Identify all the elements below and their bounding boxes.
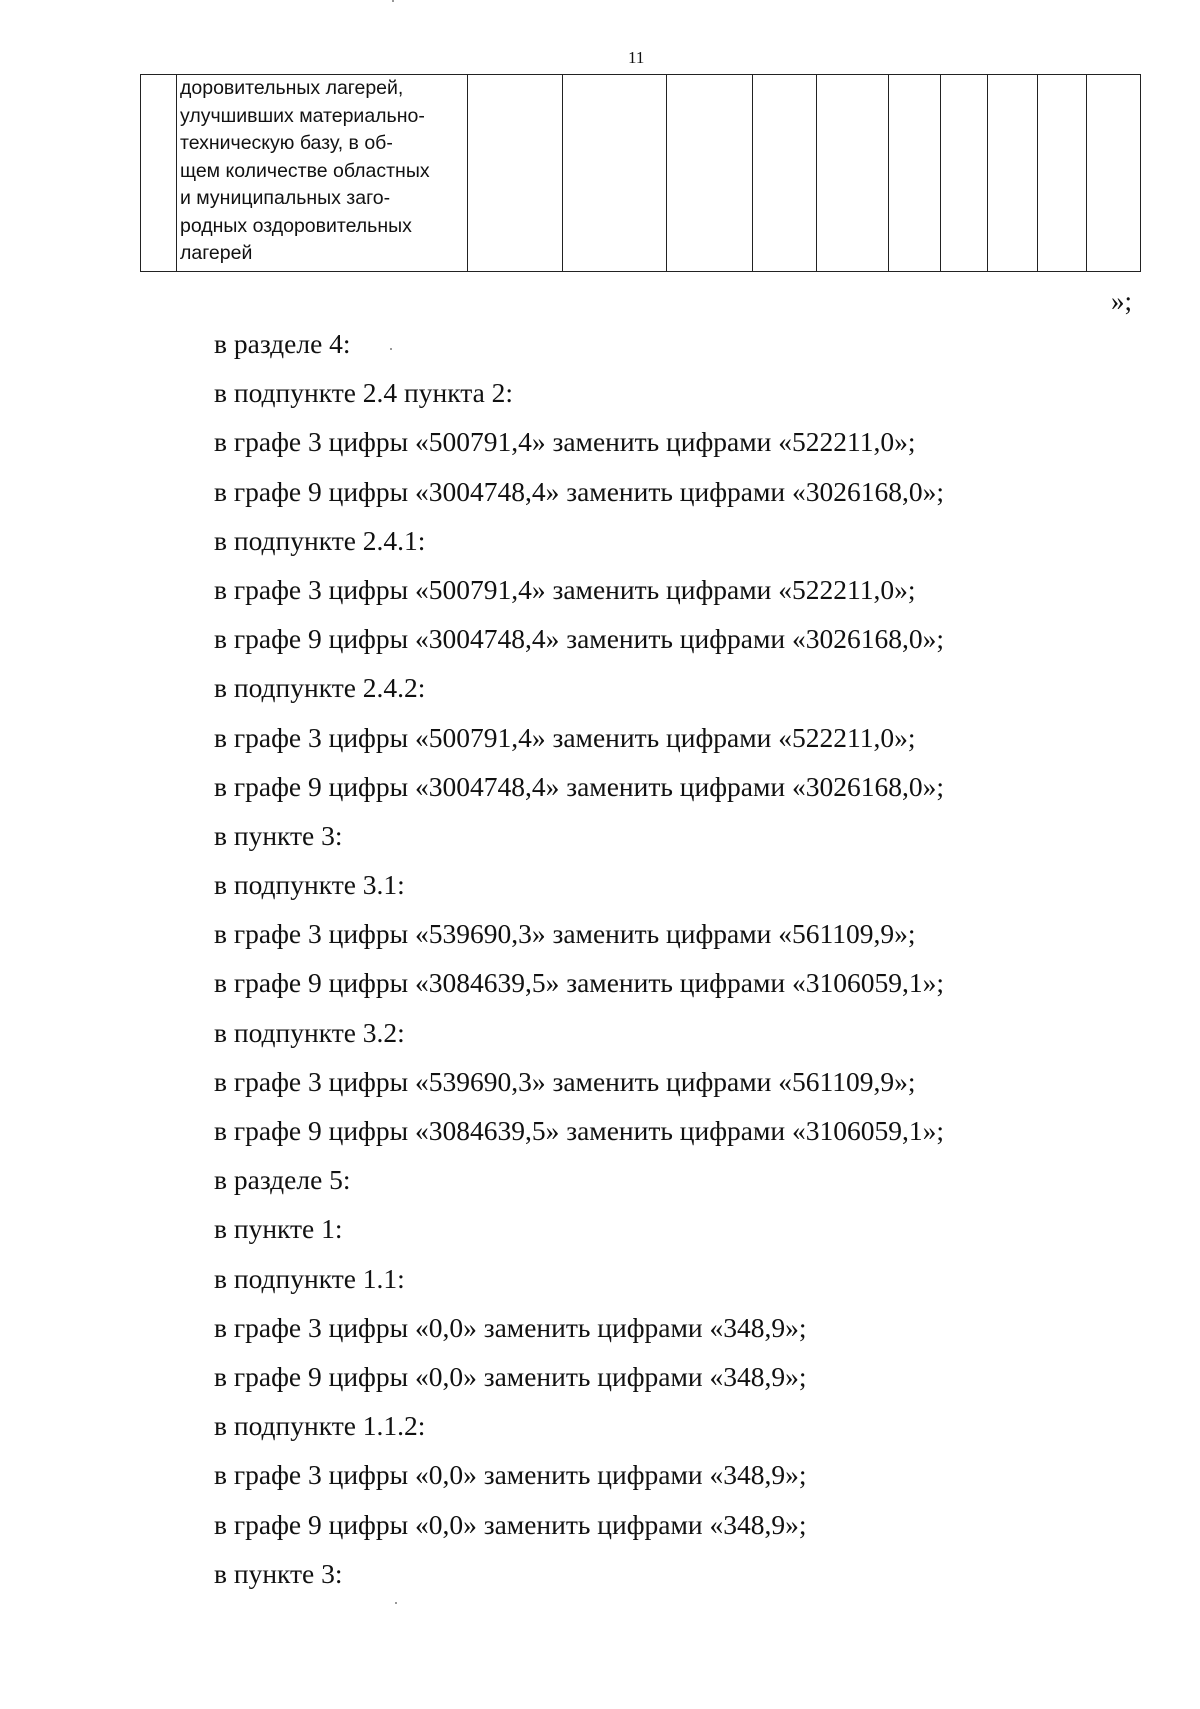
table-cell-value bbox=[988, 75, 1038, 272]
amendment-line: в пункте 3: bbox=[214, 819, 343, 851]
amendment-line: в подпункте 3.1: bbox=[214, 869, 405, 901]
table-cell-number bbox=[141, 75, 177, 272]
table-cell-value bbox=[889, 75, 941, 272]
amendment-line: в графе 9 цифры «3004748,4» заменить цифрами «3026168,0»; bbox=[214, 475, 944, 507]
table-cell-value bbox=[468, 75, 563, 272]
amendment-line: в графе 9 цифры «0,0» заменить цифрами «348,9»; bbox=[214, 1360, 807, 1392]
table-cell-value bbox=[563, 75, 667, 272]
amendment-line: в графе 3 цифры «500791,4» заменить цифрами «522211,0»; bbox=[214, 721, 916, 753]
table-cell-value bbox=[941, 75, 988, 272]
page-number: 11 bbox=[628, 48, 645, 67]
scan-speck bbox=[390, 348, 392, 350]
amendment-line: в пункте 1: bbox=[214, 1213, 343, 1245]
amendment-line: в графе 3 цифры «0,0» заменить цифрами «348,9»; bbox=[214, 1311, 807, 1343]
table-row bbox=[141, 75, 1141, 272]
scan-speck bbox=[395, 1602, 397, 1604]
table-cell-value bbox=[753, 75, 817, 272]
amendment-line: в графе 3 цифры «500791,4» заменить цифрами «522211,0»; bbox=[214, 573, 916, 605]
amendment-line: в разделе 5: bbox=[214, 1164, 351, 1196]
amendment-line: в графе 9 цифры «3004748,4» заменить цифрами «3026168,0»; bbox=[214, 623, 944, 655]
amendment-line: в подпункте 2.4.2: bbox=[214, 672, 426, 704]
table-cell-value bbox=[1087, 75, 1141, 272]
scan-speck bbox=[392, 0, 394, 2]
amendment-line: в графе 9 цифры «3004748,4» заменить цифрами «3026168,0»; bbox=[214, 770, 944, 802]
amendment-line: в графе 3 цифры «500791,4» заменить цифрами «522211,0»; bbox=[214, 426, 916, 458]
table-cell-value bbox=[667, 75, 753, 272]
amendment-line: в графе 9 цифры «0,0» заменить цифрами «348,9»; bbox=[214, 1508, 807, 1540]
amendment-text bbox=[214, 319, 1144, 1598]
amendment-line: в пункте 3: bbox=[214, 1557, 343, 1589]
amendment-line: в подпункте 2.4 пункта 2: bbox=[214, 377, 514, 409]
amendment-line: в графе 9 цифры «3084639,5» заменить цифрами «3106059,1»; bbox=[214, 967, 944, 999]
table-cell-description: доровительных лагерей, улучшивших материально- техническую базу, в об- щем количестве областных и муниципальных заго- родных оздоровительных лагерей bbox=[177, 75, 468, 272]
amendment-line: в подпункте 1.1.2: bbox=[214, 1410, 426, 1442]
amendment-line: в подпункте 2.4.1: bbox=[214, 524, 426, 556]
amendment-line: в графе 3 цифры «0,0» заменить цифрами «348,9»; bbox=[214, 1459, 807, 1491]
amendment-line: в графе 3 цифры «539690,3» заменить цифрами «561109,9»; bbox=[214, 918, 916, 950]
closing-quote: »; bbox=[1110, 286, 1132, 316]
continuation-table bbox=[140, 74, 1141, 272]
amendment-line: в подпункте 1.1: bbox=[214, 1262, 405, 1294]
amendment-line: в графе 3 цифры «539690,3» заменить цифрами «561109,9»; bbox=[214, 1065, 916, 1097]
amendment-line: в графе 9 цифры «3084639,5» заменить цифрами «3106059,1»; bbox=[214, 1115, 944, 1146]
amendment-line: в разделе 4: bbox=[214, 328, 351, 359]
amendment-line: в подпункте 3.2: bbox=[214, 1016, 405, 1048]
table-cell-value bbox=[817, 75, 889, 272]
table-cell-value bbox=[1038, 75, 1087, 272]
